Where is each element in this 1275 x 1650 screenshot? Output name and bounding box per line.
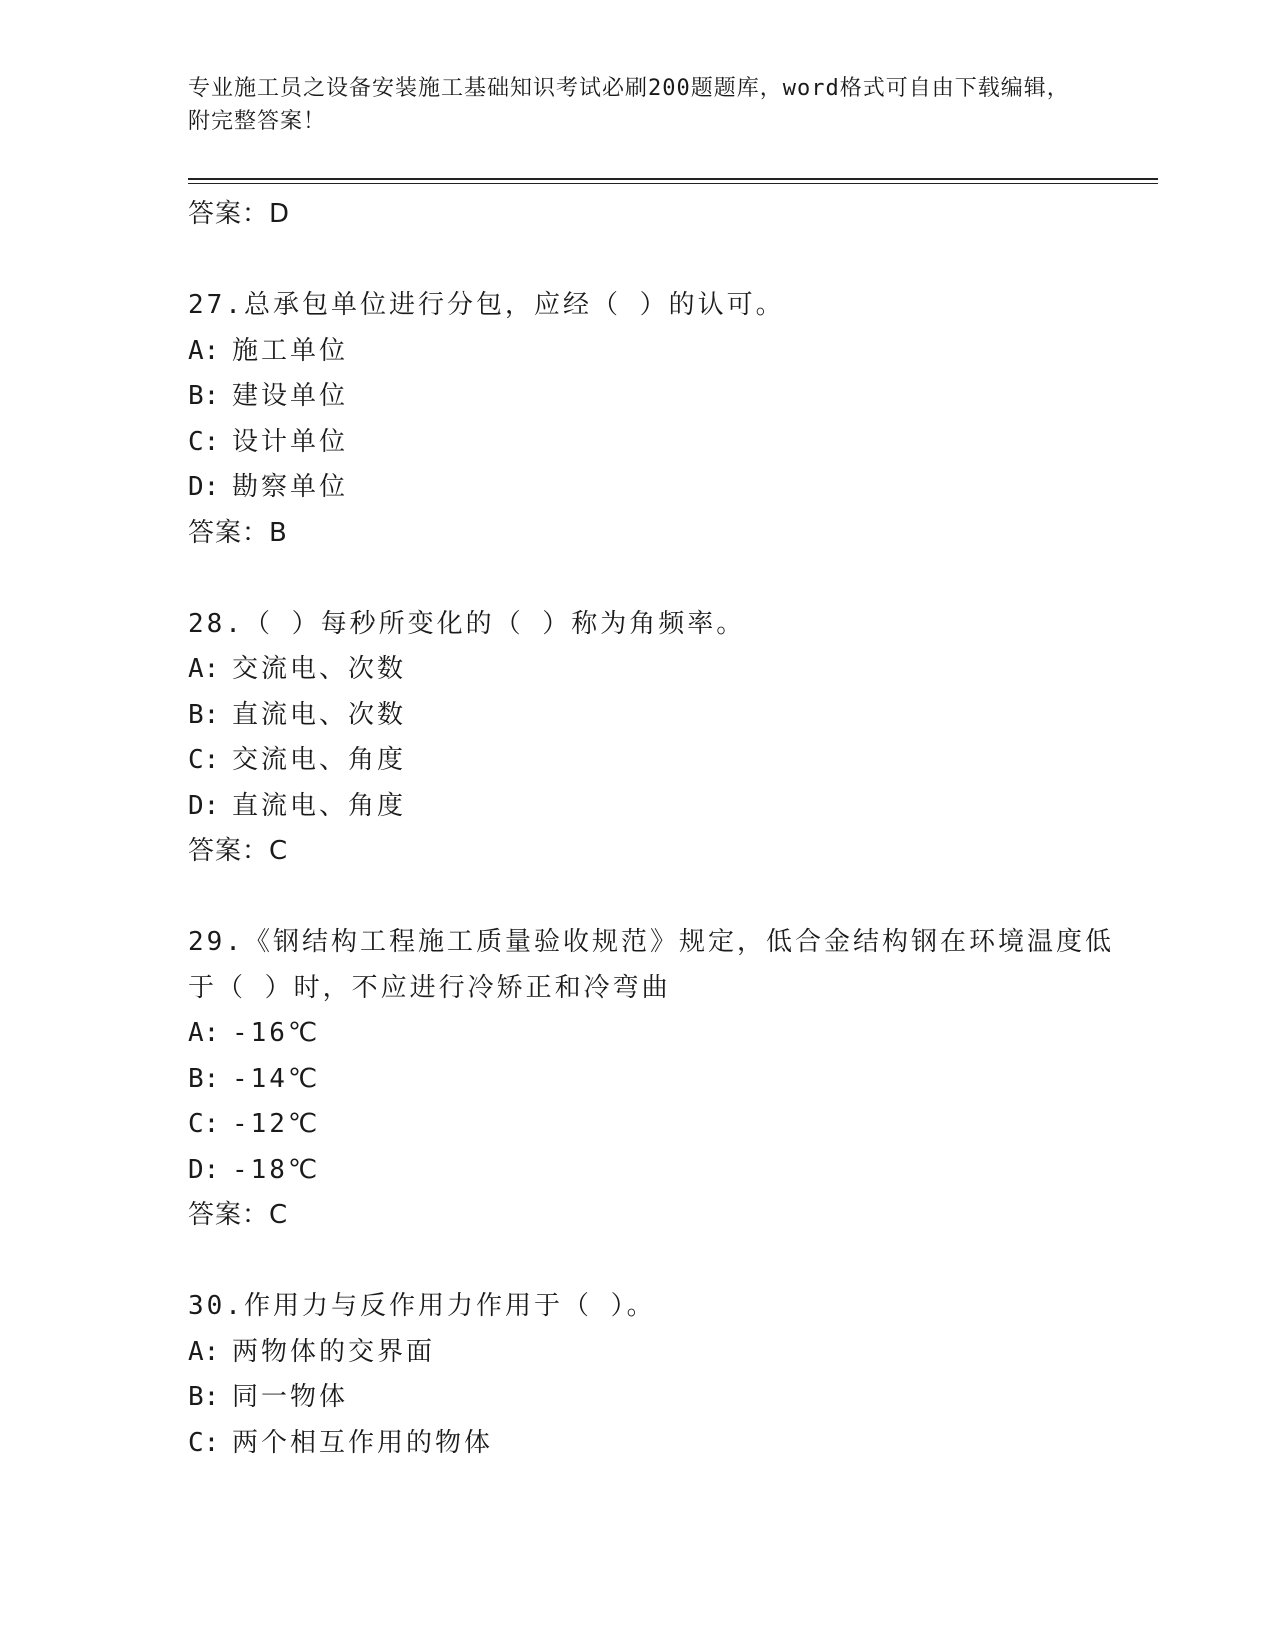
option-d: [188, 784, 1138, 830]
option-c: [188, 1102, 1138, 1148]
option-b: [188, 1057, 1138, 1103]
question-text: 27.总承包单位进行分包，应经（ ）的认可。: [188, 290, 785, 320]
option-letter: C:: [188, 1427, 220, 1458]
question-text: 29.《钢结构工程施工质量验收规范》规定，低合金结构钢在环境温度低于（ ）时，不应进行冷矫正和冷弯曲: [188, 927, 1114, 1003]
option-text: 两个相互作用的物体: [232, 1427, 494, 1458]
header-divider: [188, 178, 1158, 184]
option-text: 交流电、角度: [232, 745, 407, 775]
option-text: 设计单位: [232, 426, 349, 457]
answer-line: 答案：C: [188, 836, 289, 866]
option-d: [188, 1148, 1138, 1194]
question-text: 30.作用力与反作用力作用于（ ）。: [188, 1291, 656, 1321]
question-block: [188, 283, 1138, 602]
option-text: 交流电、次数: [232, 654, 407, 684]
option-letter: B:: [188, 1382, 220, 1412]
option-letter: C:: [188, 1109, 220, 1139]
option-c: [188, 738, 1138, 784]
option-a: [188, 1330, 1138, 1376]
option-text: 勘察单位: [232, 472, 349, 502]
option-letter: D:: [188, 790, 220, 821]
option-letter: D:: [188, 472, 220, 502]
document-body: [188, 192, 1138, 1466]
option-text: 建设单位: [232, 381, 349, 411]
option-text: 两物体的交界面: [232, 1336, 436, 1367]
option-letter: A:: [188, 1018, 220, 1048]
page-header-title: 专业施工员之设备安装施工基础知识考试必刷200题题库，word格式可自由下载编辑，附完整答案！: [188, 76, 1070, 134]
option-letter: A:: [188, 335, 220, 366]
answer-line: 答案：C: [188, 1200, 289, 1230]
option-b: [188, 693, 1138, 739]
question-block: [188, 1284, 1138, 1466]
answer-line: 答案：B: [188, 517, 288, 548]
option-d: [188, 465, 1138, 511]
option-a: [188, 647, 1138, 693]
option-c: [188, 1421, 1138, 1467]
option-text: 直流电、次数: [232, 699, 407, 730]
option-a: [188, 329, 1138, 375]
option-text: -18℃: [232, 1154, 321, 1185]
spacer: [188, 236, 1138, 283]
spacer: [188, 1237, 1138, 1284]
option-letter: C:: [188, 745, 220, 775]
question-block: [188, 920, 1138, 1284]
option-b: [188, 374, 1138, 420]
option-letter: B:: [188, 699, 220, 730]
spacer: [188, 873, 1138, 920]
spacer: [188, 555, 1138, 602]
option-a: [188, 1011, 1138, 1057]
option-letter: B:: [188, 381, 220, 411]
option-text: -16℃: [232, 1018, 321, 1048]
option-text: 直流电、角度: [232, 790, 407, 821]
option-letter: A:: [188, 1336, 220, 1367]
option-text: 同一物体: [232, 1382, 349, 1412]
option-letter: A:: [188, 654, 220, 684]
question-text: 28.（ ）每秒所变化的（ ）称为角频率。: [188, 608, 746, 639]
option-text: -14℃: [232, 1063, 321, 1094]
option-letter: D:: [188, 1154, 220, 1185]
option-letter: B:: [188, 1063, 220, 1094]
option-text: -12℃: [232, 1109, 321, 1139]
option-letter: C:: [188, 426, 220, 457]
question-block: [188, 602, 1138, 921]
option-text: 施工单位: [232, 335, 349, 366]
answer-line: 答案：D: [188, 199, 291, 229]
option-b: [188, 1375, 1138, 1421]
option-c: [188, 420, 1138, 466]
